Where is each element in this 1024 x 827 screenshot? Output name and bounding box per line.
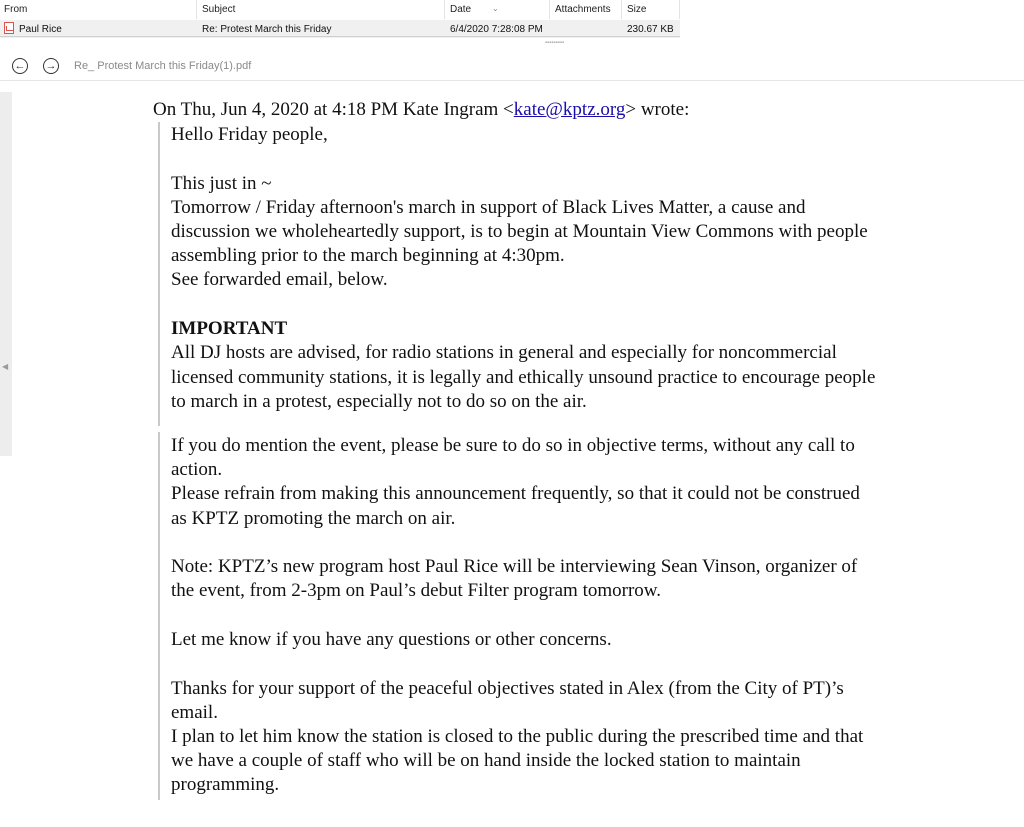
body-line: to march in a protest, especially not to do so on the air. xyxy=(171,391,587,412)
column-header-date[interactable]: Date xyxy=(450,4,472,15)
wrote-line: On Thu, Jun 4, 2020 at 4:18 PM Kate Ingram <kate@kptz.org> wrote: xyxy=(153,99,690,120)
sender-email-link[interactable]: kate@kptz.org xyxy=(513,99,626,120)
email-size: 230.67 KB xyxy=(627,24,674,35)
important-heading: IMPORTANT xyxy=(171,318,288,339)
body-line: assembling prior to the march beginning at 4:30pm. xyxy=(171,245,565,266)
sort-chevron-icon: ⌄ xyxy=(492,4,499,13)
body-line: discussion we wholeheartedly support, is to begin at Mountain View Commons with people xyxy=(171,221,868,242)
column-divider[interactable] xyxy=(196,0,197,19)
quote-bar xyxy=(158,122,160,426)
body-line: Hello Friday people, xyxy=(171,124,328,145)
body-line: as KPTZ promoting the march on air. xyxy=(171,508,456,529)
body-line: programming. xyxy=(171,774,280,795)
body-line: email. xyxy=(171,702,218,723)
arrow-right-icon: → xyxy=(45,59,57,72)
body-line: Let me know if you have any questions or other concerns. xyxy=(171,629,612,650)
body-line: Note: KPTZ’s new program host Paul Rice will be interviewing Sean Vinson, organizer of xyxy=(171,556,858,577)
body-line: I plan to let him know the station is closed to the public during the prescribed time and that xyxy=(171,726,864,747)
body-line: licensed community stations, it is legally and ethically unsound practice to encourage people xyxy=(171,367,876,388)
message-list-header xyxy=(0,0,680,19)
body-line: All DJ hosts are advised, for radio stations in general and especially for noncommercial xyxy=(171,342,837,363)
row-divider xyxy=(0,36,680,37)
pane-splitter-handle[interactable]: ▪▪▪▪▪▪▪▪▪ xyxy=(545,40,565,46)
column-header-size[interactable]: Size xyxy=(627,4,647,15)
back-button[interactable] xyxy=(12,58,28,74)
column-header-subject[interactable]: Subject xyxy=(202,4,236,15)
forward-button[interactable] xyxy=(43,58,59,74)
quote-bar xyxy=(158,432,160,800)
arrow-left-icon: ← xyxy=(14,59,26,72)
email-from: Paul Rice xyxy=(19,24,62,35)
email-date: 6/4/2020 7:28:08 PM xyxy=(450,24,543,35)
body-line: the event, from 2-3pm on Paul’s debut Filter program tomorrow. xyxy=(171,580,662,601)
left-side-panel[interactable] xyxy=(0,92,12,456)
column-divider[interactable] xyxy=(444,0,445,19)
body-line: This just in ~ xyxy=(171,173,272,194)
column-header-attachments[interactable]: Attachments xyxy=(555,4,611,15)
body-line: Tomorrow / Friday afternoon's march in support of Black Lives Matter, a cause and xyxy=(171,197,806,218)
body-line: Please refrain from making this announcement frequently, so that it could not be construed xyxy=(171,483,860,504)
preview-nav-bar xyxy=(0,52,1024,81)
body-line: action. xyxy=(171,459,223,480)
document-name: Re_ Protest March this Friday(1).pdf xyxy=(74,60,252,72)
body-line: Thanks for your support of the peaceful objectives stated in Alex (from the City of PT)’s xyxy=(171,678,844,699)
email-subject: Re: Protest March this Friday xyxy=(202,24,332,35)
body-line: If you do mention the event, please be sure to do so in objective terms, without any call to xyxy=(171,435,855,456)
body-line: we have a couple of staff who will be on hand inside the locked station to maintain xyxy=(171,750,801,771)
column-divider[interactable] xyxy=(549,0,550,19)
collapse-left-icon[interactable]: ◀ xyxy=(2,362,9,371)
pdf-file-icon xyxy=(4,22,14,34)
body-line: See forwarded email, below. xyxy=(171,269,388,290)
column-header-from[interactable]: From xyxy=(4,4,28,15)
column-divider[interactable] xyxy=(621,0,622,19)
column-divider xyxy=(679,0,680,19)
